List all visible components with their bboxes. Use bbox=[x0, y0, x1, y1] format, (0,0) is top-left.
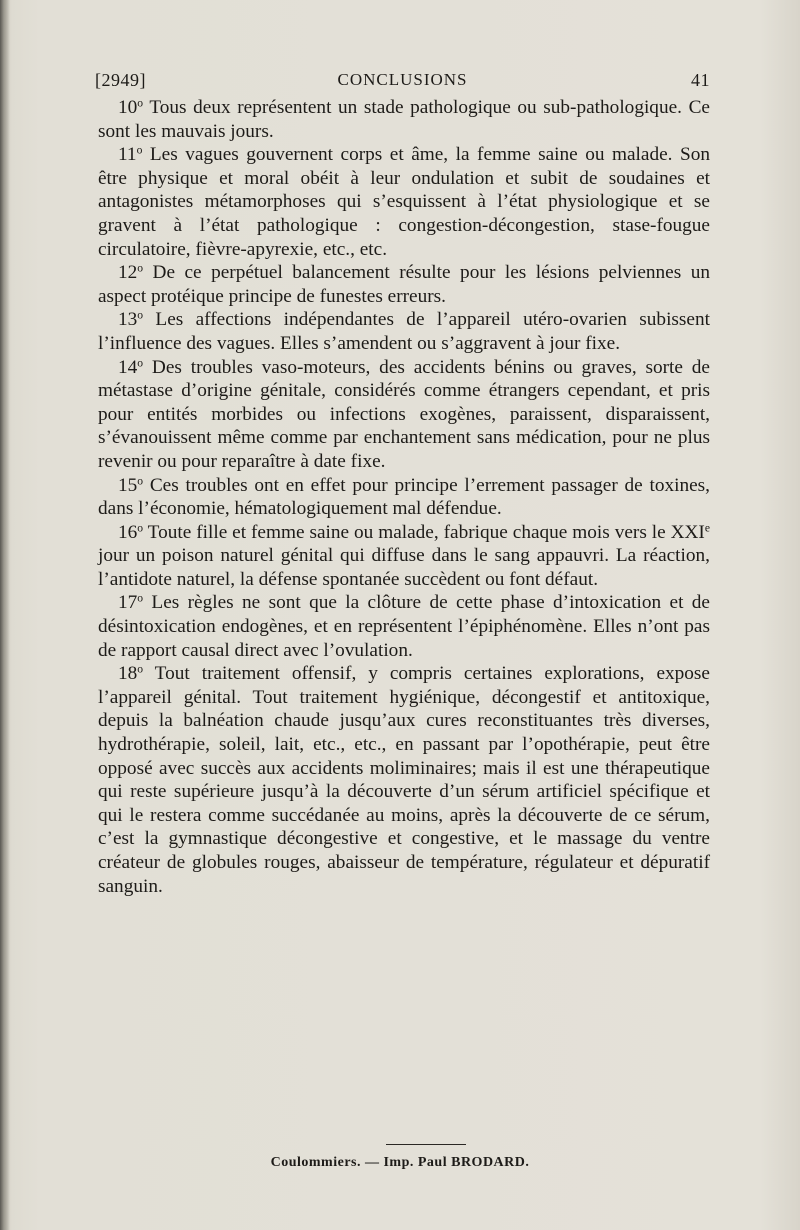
conclusions-text bbox=[98, 96, 710, 898]
header-page-ref: [2949] bbox=[95, 70, 146, 90]
printer-imprint: Coulommiers. — Imp. Paul BRODARD. bbox=[270, 1155, 530, 1170]
conclusion-14: 14$^o$ Des troubles vaso-moteurs, des accidents bénins ou graves, sorte de métastase d’origine génitale, considérés comme étrangers cependant, et pris pour entités morbides ou infections exogènes, paraissent, disparaissent, s’évanouissent même comme par enchantement sans médication, pour ne plus revenir ou pour reparaître à date fixe. bbox=[98, 356, 710, 472]
header-title: CONCLUSIONS bbox=[337, 70, 468, 89]
conclusion-15: 15$^o$ Ces troubles ont en effet pour principe l’errement passager de toxines, dans l’économie, hématologiquement mal défendue. bbox=[98, 474, 710, 520]
conclusion-17: 17$^o$ Les règles ne sont que la clôture de cette phase d’intoxication et de désintoxication endogènes, et en représentent l’épiphénomène. Elles n’ont pas de rapport causal direct avec l’ovulation. bbox=[98, 592, 710, 661]
running-header bbox=[95, 70, 710, 94]
footer-rule bbox=[386, 1144, 466, 1145]
conclusion-12: 12$^o$ De ce perpétuel balancement résulte pour les lésions pelviennes un aspect protéique principe de funestes erreurs. bbox=[98, 261, 710, 307]
conclusion-11: 11$^o$ Les vagues gouvernent corps et âme, la femme saine ou malade. Son être physique et moral obéit à leur ondulation et subit de soudaines et antagonistes métamorphoses qui s’esquissent à l’état physiologique et se gravent à l’état pathologique : congestion-décongestion, stase-fougue circulatoire, fièvre-apyrexie, etc., etc. bbox=[98, 143, 710, 260]
conclusion-13: 13$^o$ Les affections indépendantes de l’appareil utéro-ovarien subissent l’influence des vagues. Elles s’amendent ou s’aggravent à jour fixe. bbox=[98, 308, 710, 354]
conclusion-10: 10$^o$ Tous deux représentent un stade pathologique ou sub-pathologique. Ce sont les mauvais jours. bbox=[98, 96, 710, 142]
conclusion-16: 16$^o$ Toute fille et femme saine ou malade, fabrique chaque mois vers le XXIe jour un poison naturel génital qui diffuse dans le sang appauvri. La réaction, l’antidote naturel, la défense spontanée succèdent ou font défaut. bbox=[98, 521, 710, 590]
conclusion-18: 18$^o$ Tout traitement offensif, y compris certaines explorations, expose l’appareil génital. Tout traitement hygiénique, décongestif et antitoxique, depuis la balnéation chaude jusqu’aux cures reconstituantes très diverses, hydrothérapie, soleil, lait, etc., etc., en passant par l’opothérapie, peut être opposé avec succès aux accidents moliminaires; mais il est une thérapeutique qui reste supérieure jusqu’à la découverte d’un sérum artificiel spécifique et qui le restera comme succédanée au moins, après la découverte de ce sérum, c’est la gymnastique décongestive et congestive, et le massage du ventre créateur de globules rouges, abaisseur de température, régulateur et dépuratif sanguin. bbox=[98, 662, 710, 897]
header-page-number: 41 bbox=[691, 70, 710, 90]
page-binding-edge bbox=[0, 0, 10, 1230]
